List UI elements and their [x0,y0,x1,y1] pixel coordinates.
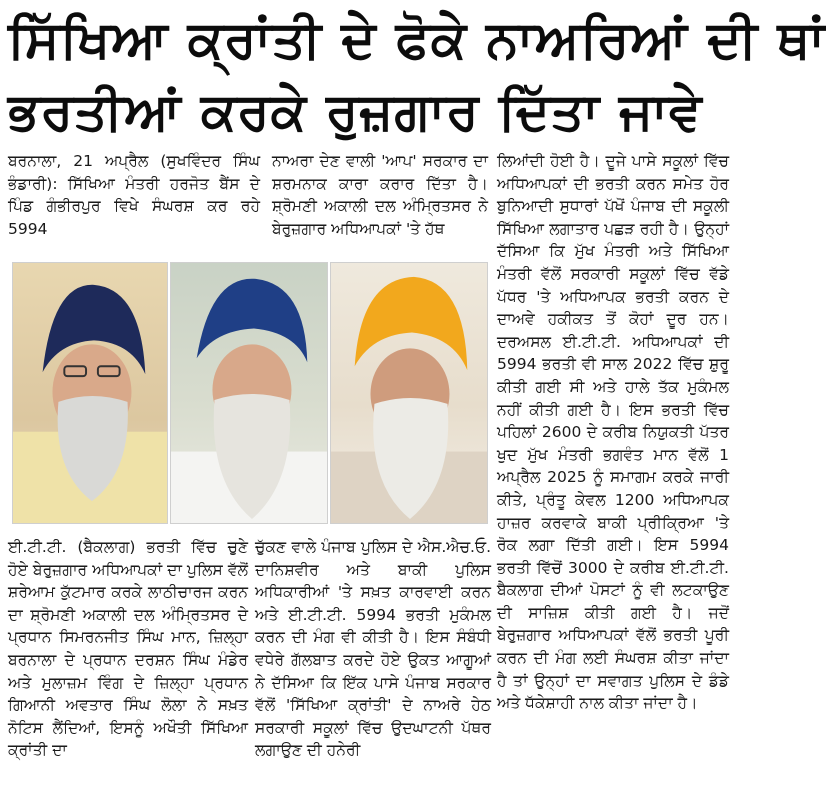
article-column-3 [497,150,729,780]
article-paragraph: ਬਰਨਾਲਾ, 21 ਅਪ੍ਰੈਲ (ਸੁਖਵਿੰਦਰ ਸਿੰਘ ਭੰਡਾਰੀ): ਸਿੱਖਿਆ ਮੰਤਰੀ ਹਰਜੋਤ ਬੈਂਸ ਦੇ ਪਿੰਡ ਗੰਭੀਰਪੁਰ ਵਿਖੇ ਸੰਘਰਸ਼ ਕਰ ਰਹੇ 5994 [8,152,260,238]
article-column-1-bottom [8,536,248,788]
portrait-photo-2 [170,262,328,524]
article-paragraph: ਈ.ਟੀ.ਟੀ. (ਬੈਕਲਾਗ) ਭਰਤੀ ਵਿੱਚ ਚੁਣੇ ਹੋਏ ਬੇਰੁਜ਼ਗਾਰ ਅਧਿਆਪਕਾਂ ਦਾ ਪੁਲਿਸ ਵੱਲੋਂ ਸ਼ਰੇਆਮ ਕੁੱਟਮਾਰ ਕਰਕੇ ਲਾਠੀਚਾਰਜ ਕਰਨ ਦਾ ਸ਼੍ਰੋਮਣੀ ਅਕਾਲੀ ਦਲ ਅੰਮ੍ਰਿਤਸਰ ਦੇ ਪ੍ਰਧਾਨ ਸਿਮਰਨਜੀਤ ਸਿੰਘ ਮਾਨ, ਜ਼ਿਲ੍ਹਾ ਬਰਨਾਲਾ ਦੇ ਪ੍ਰਧਾਨ ਦਰਸ਼ਨ ਸਿੰਘ ਮੰਡੇਰ ਅਤੇ ਮੁਲਾਜ਼ਮ ਵਿੰਗ ਦੇ ਜ਼ਿਲ੍ਹਾ ਪ੍ਰਧਾਨ ਗਿਆਨੀ ਅਵਤਾਰ ਸਿੰਘ ਲੋਲਾ ਨੇ ਸਖ਼ਤ ਨੋਟਿਸ ਲੈਂਦਿਆਂ, ਇਸਨੂੰ ਅਖੌਤੀ ਸਿੱਖਿਆ ਕ੍ਰਾਂਤੀ ਦਾ [8,538,248,760]
photo-strip [12,262,488,524]
article-column-2-top [272,150,488,248]
headline-line-2: ਭਰਤੀਆਂ ਕਰਕੇ ਰੁਜ਼ਗਾਰ ਦਿੱਤਾ ਜਾਵੇ [8,82,703,142]
portrait-photo-1 [12,262,168,524]
portrait-1-illustration [13,263,167,523]
article-paragraph: ਲਿਆਂਦੀ ਹੋਈ ਹੈ। ਦੂਜੇ ਪਾਸੇ ਸਕੂਲਾਂ ਵਿੱਚ ਅਧਿਆਪਕਾਂ ਦੀ ਭਰਤੀ ਕਰਨ ਸਮੇਤ ਹੋਰ ਬੁਨਿਆਦੀ ਸੁਧਾਰਾਂ ਪੱਖੋਂ ਪੰਜਾਬ ਦੀ ਸਕੂਲੀ ਸਿੱਖਿਆ ਲਗਾਤਾਰ ਪਛੜ ਰਹੀ ਹੈ। ਉਨ੍ਹਾਂ ਦੱਸਿਆ ਕਿ ਮੁੱਖ ਮੰਤਰੀ ਅਤੇ ਸਿੱਖਿਆ ਮੰਤਰੀ ਵੱਲੋਂ ਸਰਕਾਰੀ ਸਕੂਲਾਂ ਵਿੱਚ ਵੱਡੇ ਪੱਧਰ 'ਤੇ ਅਧਿਆਪਕ ਭਰਤੀ ਕਰਨ ਦੇ ਦਾਅਵੇ ਹਕੀਕਤ ਤੋਂ ਕੋਹਾਂ ਦੂਰ ਹਨ। ਦਰਅਸਲ ਈ.ਟੀ.ਟੀ. ਅਧਿਆਪਕਾਂ ਦੀ 5994 ਭਰਤੀ ਵੀ ਸਾਲ 2022 ਵਿੱਚ ਸ਼ੁਰੂ ਕੀਤੀ ਗਈ ਸੀ ਅਤੇ ਹਾਲੇ ਤੱਕ ਮੁਕੰਮਲ ਨਹੀਂ ਕੀਤੀ ਗਈ ਹੈ। ਇਸ ਭਰਤੀ ਵਿੱਚ ਪਹਿਲਾਂ 2600 ਦੇ ਕਰੀਬ ਨਿਯੁਕਤੀ ਪੱਤਰ ਖੁਦ ਮੁੱਖ ਮੰਤਰੀ ਭਗਵੰਤ ਮਾਨ ਵੱਲੋਂ 1 ਅਪ੍ਰੈਲ 2025 ਨੂੰ ਸਮਾਗਮ ਕਰਕੇ ਜਾਰੀ ਕੀਤੇ, ਪ੍ਰੰਤੂ ਕੇਵਲ 1200 ਅਧਿਆਪਕ ਹਾਜ਼ਰ ਕਰਵਾਕੇ ਬਾਕੀ ਪ੍ਰੀਕ੍ਰਿਆ 'ਤੇ ਰੋਕ ਲਗਾ ਦਿੱਤੀ ਗਈ। ਇਸ 5994 ਭਰਤੀ ਵਿੱਚੋਂ 3000 ਦੇ ਕਰੀਬ ਈ.ਟੀ.ਟੀ. ਬੈਕਲਾਗ ਦੀਆਂ ਪੋਸਟਾਂ ਨੂੰ ਵੀ ਲਟਕਾਉਣ ਦੀ ਸਾਜ਼ਿਸ਼ ਕੀਤੀ ਗਈ ਹੈ। ਜਦੋਂ ਬੇਰੁਜ਼ਗਾਰ ਅਧਿਆਪਕਾਂ ਵੱਲੋਂ ਭਰਤੀ ਪੂਰੀ ਕਰਨ ਦੀ ਮੰਗ ਲਈ ਸੰਘਰਸ਼ ਕੀਤਾ ਜਾਂਦਾ ਹੈ ਤਾਂ ਉਨ੍ਹਾਂ ਦਾ ਸਵਾਗਤ ਪੁਲਿਸ ਦੇ ਡੰਡੇ ਅਤੇ ਧੱਕੇਸ਼ਾਹੀ ਨਾਲ ਕੀਤਾ ਜਾਂਦਾ ਹੈ। [497,152,729,713]
portrait-3-illustration [331,263,487,523]
article-column-1-top [8,150,260,248]
article-paragraph: ਨਾਅਰਾ ਦੇਣ ਵਾਲੀ 'ਆਪ' ਸਰਕਾਰ ਦਾ ਸ਼ਰਮਨਾਕ ਕਾਰਾ ਕਰਾਰ ਦਿੱਤਾ ਹੈ। ਸ਼੍ਰੋਮਣੀ ਅਕਾਲੀ ਦਲ ਅੰਮ੍ਰਿਤਸਰ ਨੇ ਬੇਰੁਜ਼ਗਾਰ ਅਧਿਆਪਕਾਂ 'ਤੇ ਹੱਥ [272,152,488,238]
article-column-2-bottom [255,536,491,788]
portrait-photo-3 [330,262,488,524]
article-paragraph: ਚੁੱਕਣ ਵਾਲੇ ਪੰਜਾਬ ਪੁਲਿਸ ਦੇ ਐਸ.ਐਚ.ਓ. ਦਾਨਿਸ਼ਵੀਰ ਅਤੇ ਬਾਕੀ ਪੁਲਿਸ ਅਧਿਕਾਰੀਆਂ 'ਤੇ ਸਖ਼ਤ ਕਾਰਵਾਈ ਕਰਨ ਅਤੇ ਈ.ਟੀ.ਟੀ. 5994 ਭਰਤੀ ਮੁਕੰਮਲ ਕਰਨ ਦੀ ਮੰਗ ਵੀ ਕੀਤੀ ਹੈ। ਇਸ ਸੰਬੰਧੀ ਵਧੇਰੇ ਗੱਲਬਾਤ ਕਰਦੇ ਹੋਏ ਉਕਤ ਆਗੂਆਂ ਨੇ ਦੱਸਿਆ ਕਿ ਇੱਕ ਪਾਸੇ ਪੰਜਾਬ ਸਰਕਾਰ ਵੱਲੋਂ 'ਸਿੱਖਿਆ ਕ੍ਰਾਂਤੀ' ਦੇ ਨਾਅਰੇ ਹੇਠ ਸਰਕਾਰੀ ਸਕੂਲਾਂ ਵਿੱਚ ਉਦਘਾਟਨੀ ਪੱਥਰ ਲਗਾਉਣ ਦੀ ਹਨੇਰੀ [255,538,491,760]
portrait-2-illustration [171,263,327,523]
headline-line-1: ਸਿੱਖਿਆ ਕ੍ਰਾਂਤੀ ਦੇ ਫੋਕੇ ਨਾਅਰਿਆਂ ਦੀ ਥਾਂ [8,10,826,70]
